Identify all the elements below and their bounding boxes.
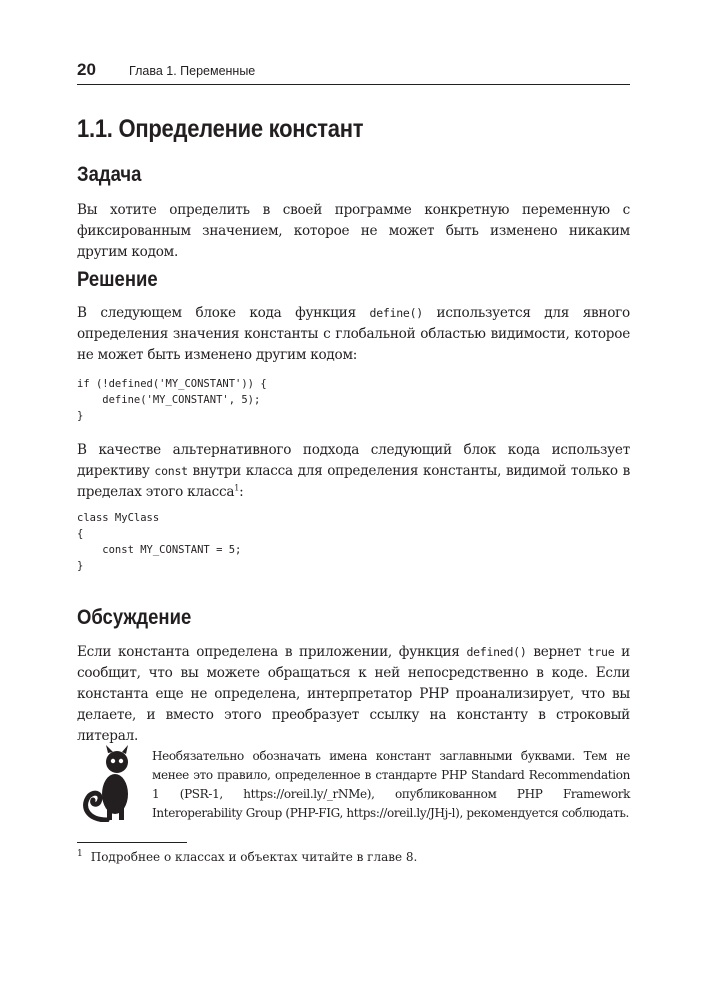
note-text: Необязательно обозначать имена констант заглавными буквами. Тем не менее это правило, определенное в стандарте PHP Standard Recommendation 1 (PSR-1, https://oreil.ly/_rNMe), опубликованном PHP Framework Interoperability Group (PHP-FIG, https://oreil.ly/JHj-l), рекомендуется соблюдать. [152,749,630,820]
code-block-define: if (!defined('MY_CONSTANT')) { define('MY_CONSTANT', 5); } [77,378,267,422]
problem-text: Вы хотите определить в своей программе конкретную переменную с фиксированным значением, которое не может быть изменено никаким другим кодом. [77,202,630,260]
footnote-text: Подробнее о классах и объектах читайте в главе 8. [90,850,418,864]
discussion-heading: Обсуждение [77,606,192,629]
lemur-icon [77,742,133,822]
footnote-divider [77,842,187,843]
solution-paragraph-1: В следующем блоке кода функция define() используется для явного определения значения константы с глобальной областью видимости, которое не может быть изменено другим кодом: [77,305,630,363]
inline-code: true [587,645,615,659]
chapter-title: Глава 1. Переменные [129,64,256,78]
discussion-text: Если константа определена в приложении, функция defined() вернет true и сообщит, что вы можете обращаться к ней непосредственно в коде. Если константа еще не определена, интерпретатор PHP проанализирует, что вы делаете, и вместо этого преобразует ссылку на константу в строковый литерал. [77,644,630,744]
problem-heading: Задача [77,163,142,186]
solution-paragraph-2: В качестве альтернативного подхода следующий блок кода использует директиву const внутри класса для определения константы, видимой только в пределах этого класса$^1$: [77,442,630,500]
inline-code: define() [369,306,423,320]
section-title: 1.1. Определение констант [77,115,364,143]
page-header [77,58,630,85]
inline-code: defined() [466,645,527,659]
inline-code: const [154,464,188,478]
footnote [77,849,417,864]
footnote-mark: 1 [77,849,83,859]
solution-heading: Решение [77,268,158,291]
footnote-ref: 1 [234,483,240,493]
page-number: 20 [77,60,96,79]
code-block-class: class MyClass { const MY_CONSTANT = 5; } [77,512,242,572]
